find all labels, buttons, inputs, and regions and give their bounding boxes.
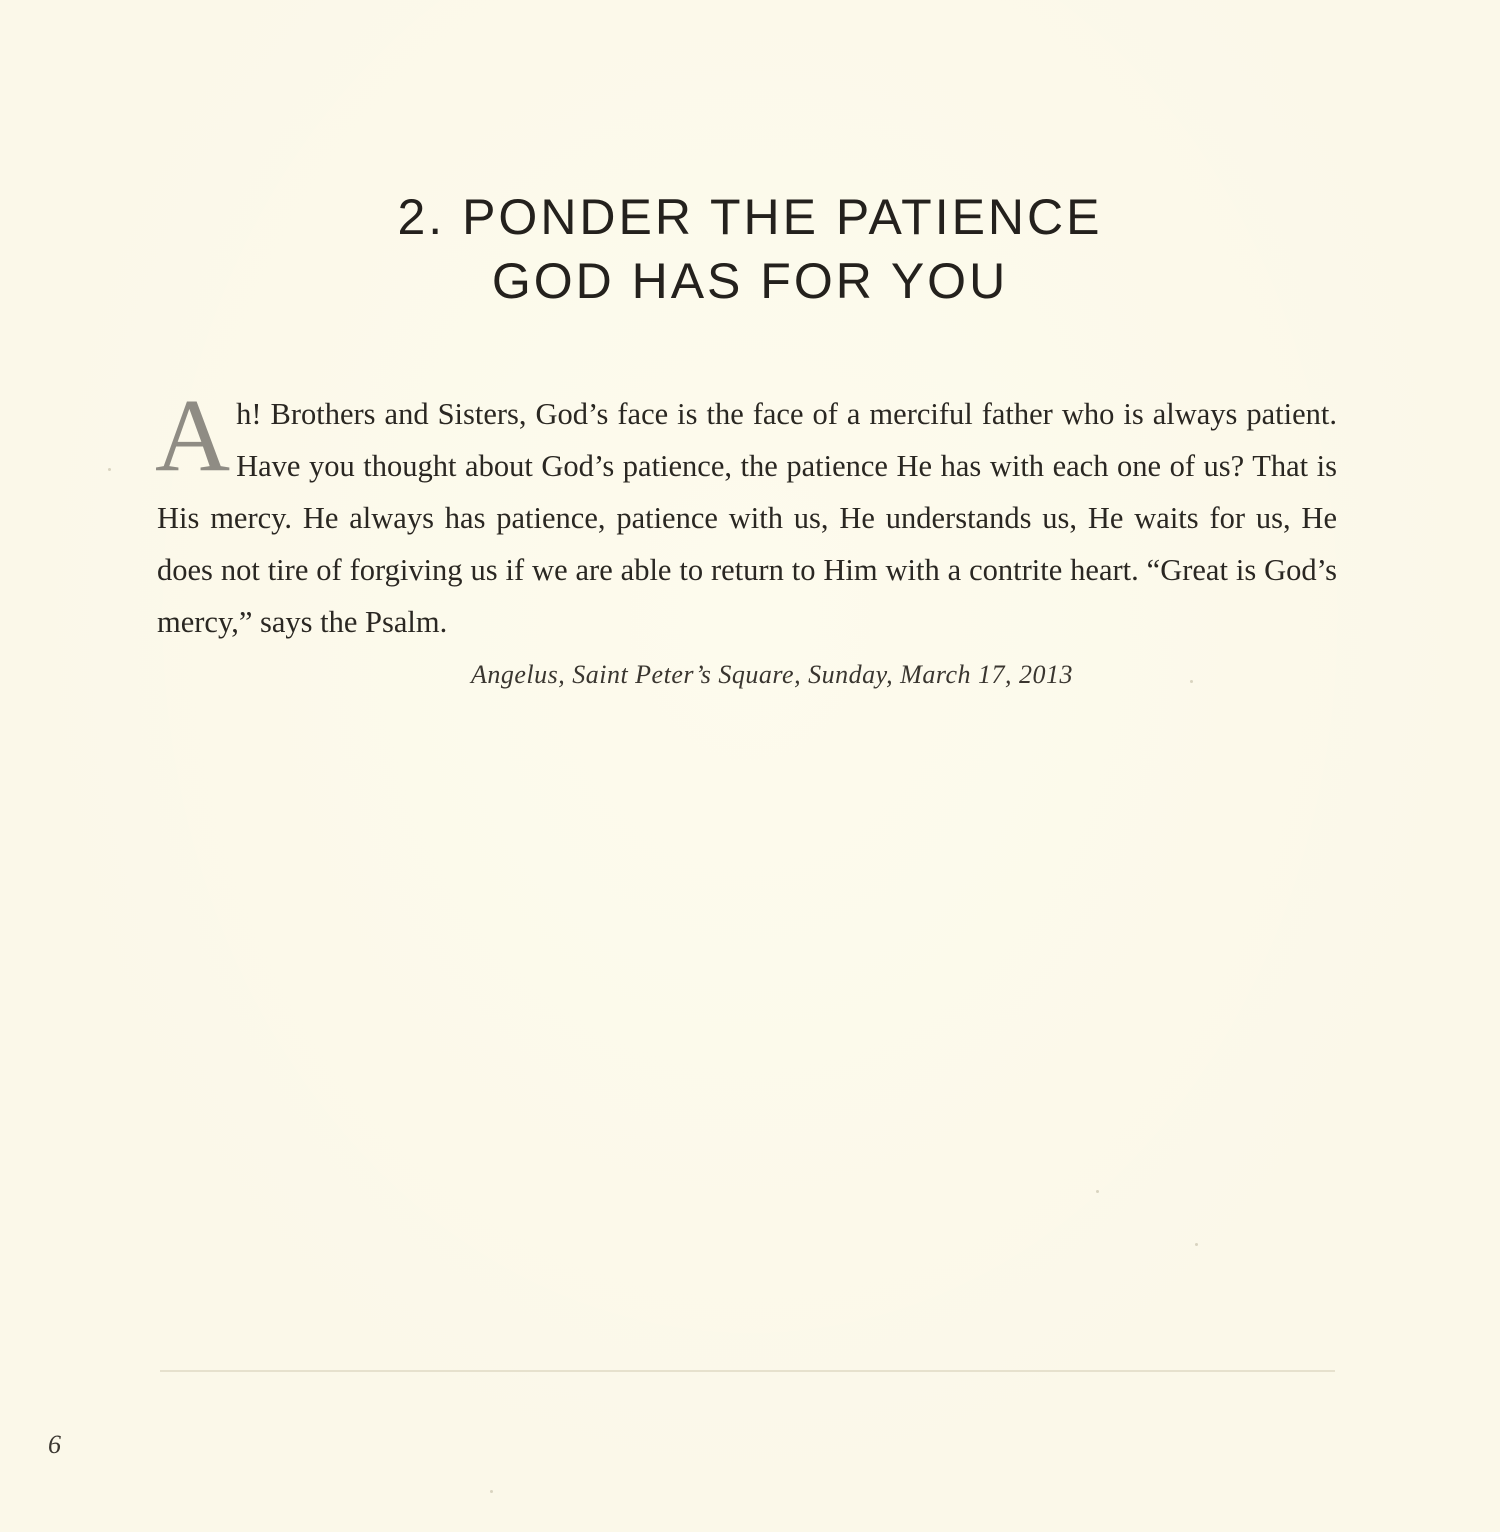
paper-speck (1096, 1190, 1099, 1193)
footer-divider (160, 1370, 1335, 1372)
body-text: h! Brothers and Sisters, God’s face is the face of a merciful father who is always patient. Have you thought about God’s patience, the patience He has with each one of us? That is His mercy. He always has patience, patience with us, He understands us, He waits for us, He does not tire of forgiving us if we are able to return to Him with a contrite heart. “Great is God’s mercy,” says the Psalm. (157, 397, 1337, 639)
source-attribution: Angelus, Saint Peter’s Square, Sunday, March 17, 2013 (470, 660, 1074, 689)
paper-speck (1195, 1243, 1198, 1246)
heading-line-2: GOD HAS FOR YOU (491, 253, 1009, 309)
paper-speck (490, 1490, 493, 1493)
chapter-heading (0, 185, 1500, 313)
page-number: 6 (48, 1430, 61, 1459)
drop-cap: A (155, 378, 231, 493)
heading-line-1: 2. PONDER THE PATIENCE (397, 189, 1103, 245)
paper-speck (108, 468, 111, 471)
body-paragraph (155, 378, 1337, 648)
paper-speck (1190, 680, 1193, 683)
